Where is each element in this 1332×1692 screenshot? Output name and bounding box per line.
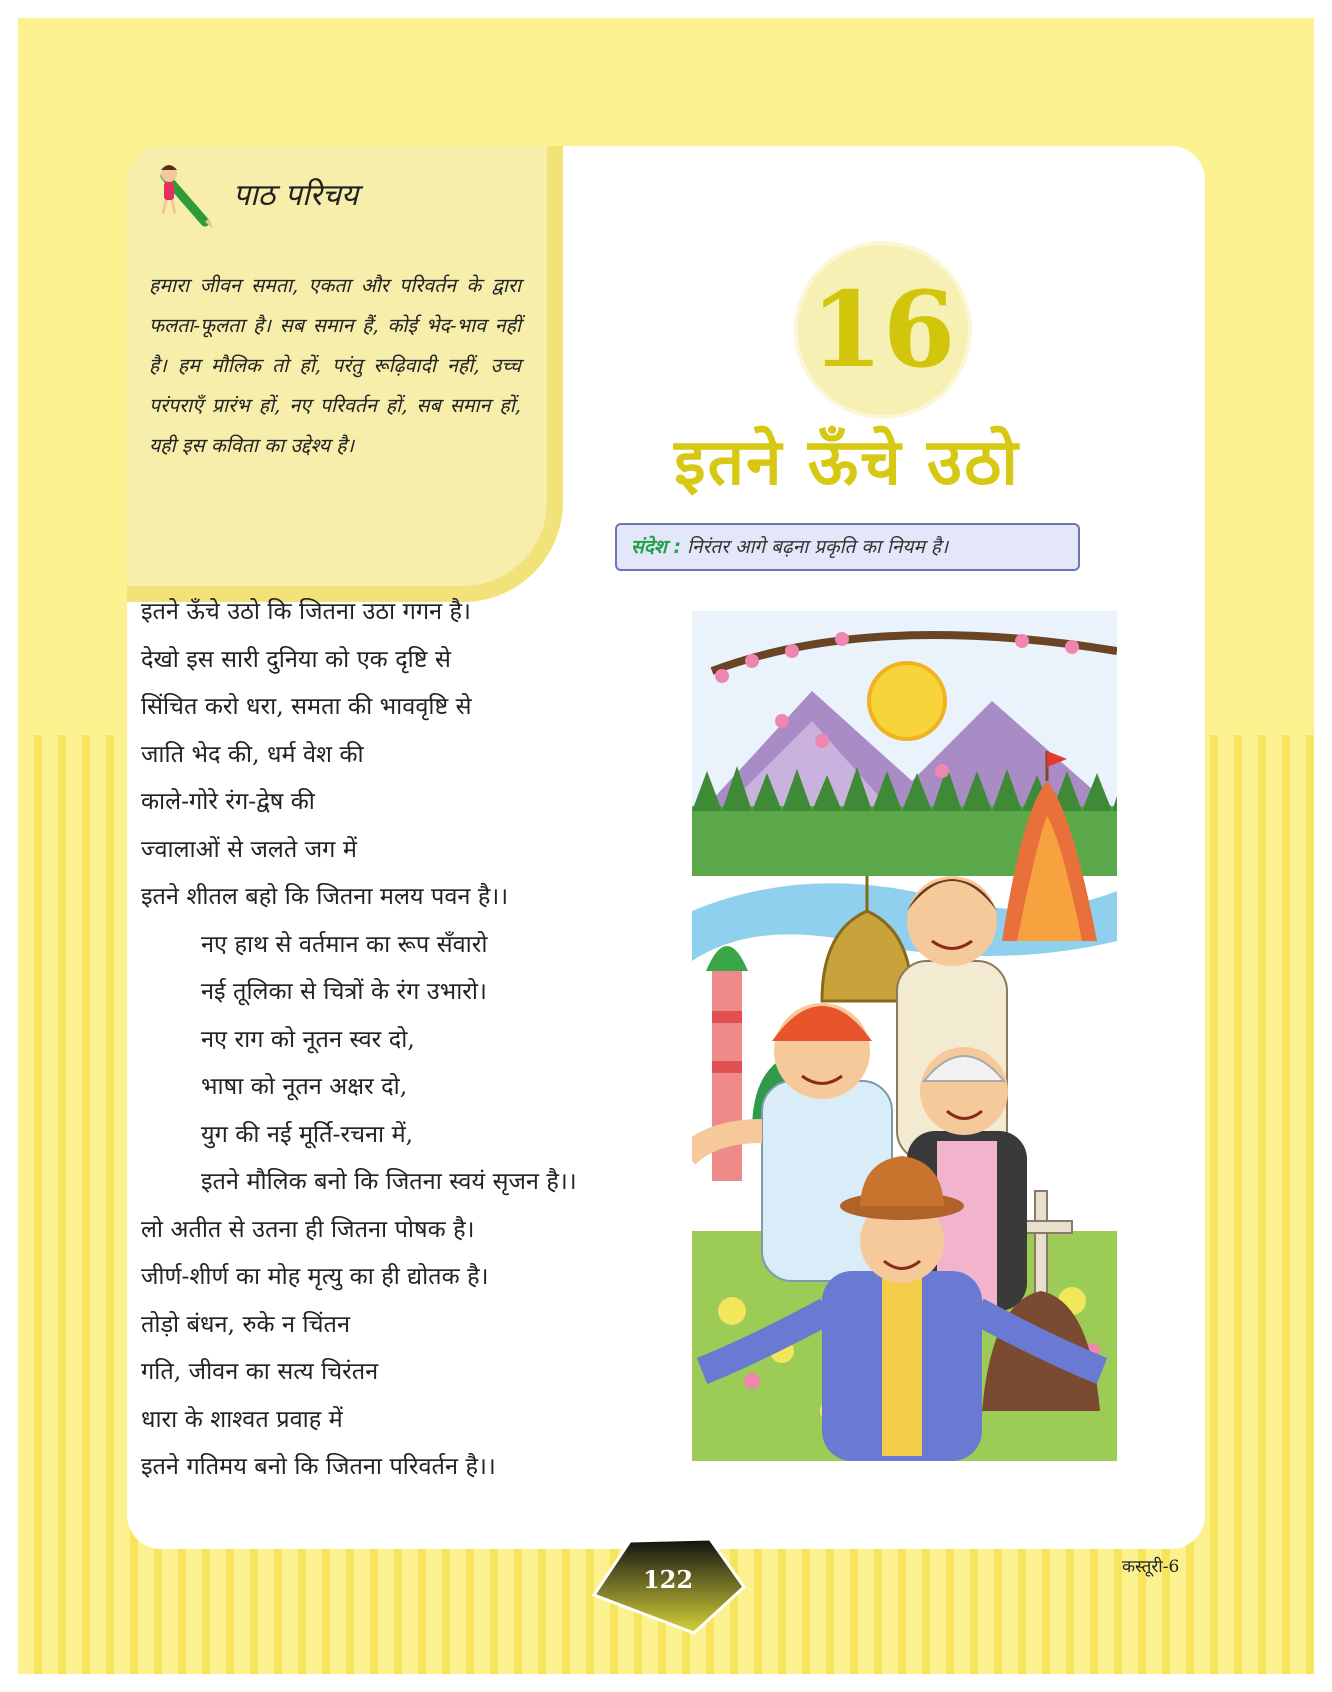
poem-line: देखो इस सारी दुनिया को एक दृष्टि से: [141, 644, 451, 673]
lesson-title: इतने ऊँचे उठो: [674, 426, 1020, 500]
lesson-number: 16: [810, 268, 956, 391]
children-of-many-faiths-illustration: [692, 611, 1117, 1461]
poem-line: नए राग को नूतन स्वर दो,: [201, 1024, 415, 1053]
content-card: [127, 146, 1205, 1549]
poem-line: भाषा को नूतन अक्षर दो,: [201, 1072, 408, 1100]
page-number-badge: [590, 1537, 746, 1637]
poem-line: युग की नई मूर्ति-रचना में,: [201, 1119, 414, 1148]
poem-line: इतने ऊँचे उठो कि जितना उठा गगन है।: [141, 597, 471, 625]
poem-line: गति, जीवन का सत्य चिरंतन: [141, 1357, 379, 1385]
poem-line: नई तूलिका से चित्रों के रंग उभारो।: [201, 977, 487, 1005]
intro-title: पाठ परिचय: [233, 177, 359, 213]
poem-line: इतने शीतल बहो कि जितना मलय पवन है।।: [141, 882, 509, 910]
lesson-number-badge: [794, 241, 972, 419]
lesson-intro-box: [127, 146, 563, 602]
page-number: 122: [642, 1565, 694, 1594]
poem-line: लो अतीत से उतना ही जितना पोषक है।: [141, 1214, 475, 1243]
poem-line: जाति भेद की, धर्म वेश की: [141, 739, 364, 768]
girl-with-pencil-icon: [147, 156, 219, 230]
intro-text: हमारा जीवन समता, एकता और परिवर्तन के द्वारा फलता-फूलता है। सब समान हैं, कोई भेद-भाव नहीं है। हम मौलिक तो हों, परंतु रूढ़िवादी नहीं, उच्च परंपराएँ प्रारंभ हों, नए परिवर्तन हों, सब समान हों, यही इस कविता का उद्देश्य है।: [149, 274, 521, 457]
intro-header: [147, 156, 358, 230]
poem-line: काले-गोरे रंग-द्वेष की: [141, 787, 315, 815]
poem-line: ज्वालाओं से जलते जग में: [141, 834, 357, 863]
poem-line: नए हाथ से वर्तमान का रूप सँवारो: [201, 929, 488, 958]
poem: [141, 588, 681, 1491]
poem-line: सिंचित करो धरा, समता की भाववृष्टि से: [141, 692, 472, 720]
message-box: [615, 523, 1080, 571]
poem-line: इतने मौलिक बनो कि जितना स्वयं सृजन है।।: [201, 1167, 577, 1195]
poem-line: इतने गतिमय बनो कि जितना परिवर्तन है।।: [141, 1452, 496, 1480]
book-name: कस्तूरी-6: [1122, 1557, 1180, 1577]
poem-line: धारा के शाश्वत प्रवाह में: [141, 1404, 343, 1433]
message-text: निरंतर आगे बढ़ना प्रकृति का नियम है।: [687, 536, 949, 558]
poem-line: तोड़ो बंधन, रुके न चिंतन: [141, 1309, 350, 1338]
poem-line: जीर्ण-शीर्ण का मोह मृत्यु का ही द्योतक है।: [141, 1262, 489, 1290]
message-label: संदेश :: [631, 536, 682, 558]
